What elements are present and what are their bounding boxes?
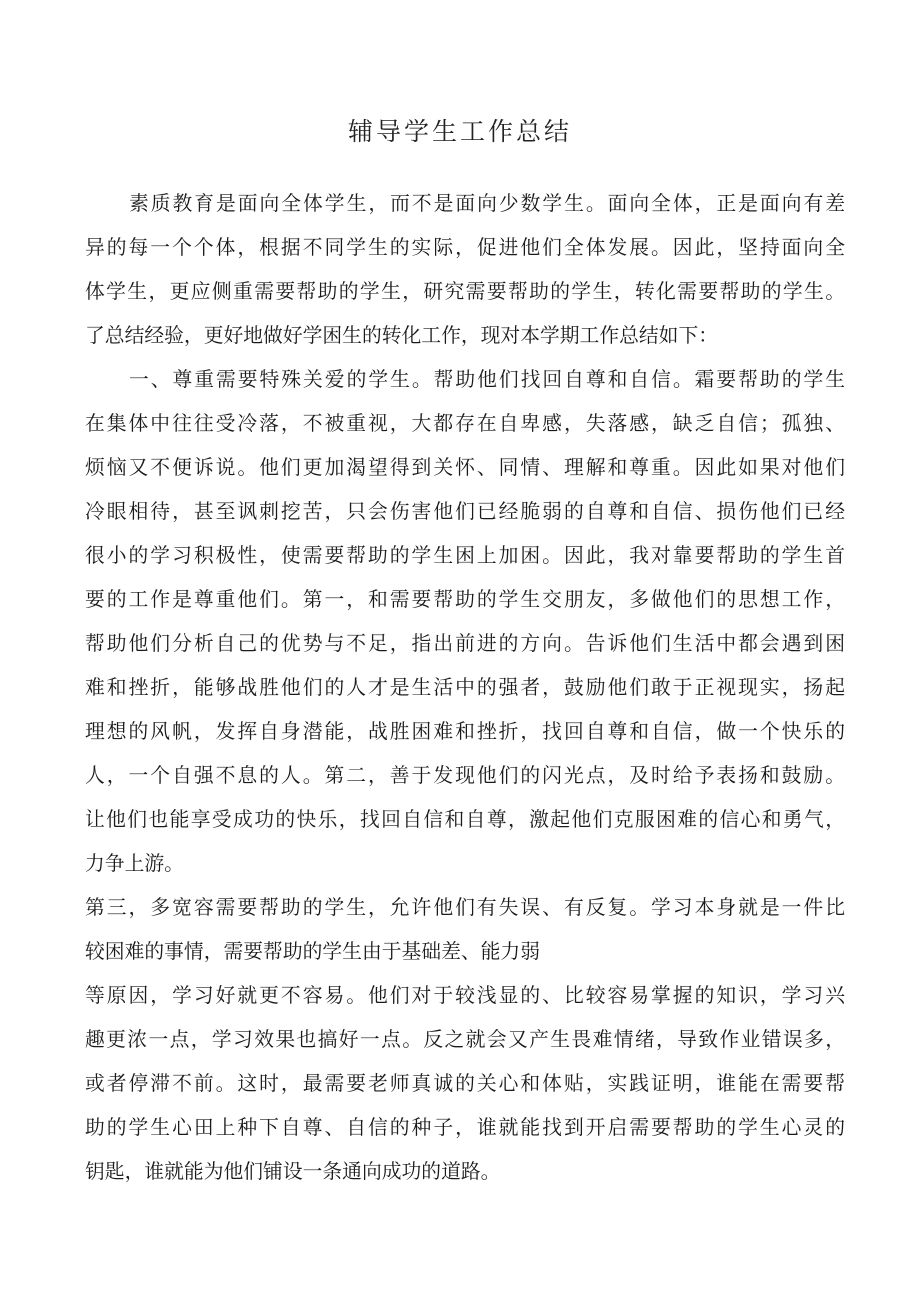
document-title: 辅导学生工作总结 [347,117,572,146]
paragraph-2-line-1: 一、尊重需要特殊关爱的学生。帮助他们找回自尊和自信。霜要帮助的学生 [129,368,845,391]
paragraph-2-line-7: 帮助他们分析自己的优势与不足，指出前进的方向。告诉他们生活中都会遇到困 [85,632,845,655]
paragraph-2-line-3: 烦恼又不便诉说。他们更加渴望得到关怀、同情、理解和尊重。因此如果对他们 [85,456,845,479]
paragraph-2-line-12: 力争上游。 [85,852,184,875]
paragraph-2-line-10: 人，一个自强不息的人。第二，善于发现他们的闪光点，及时给予表扬和鼓励。 [85,764,845,787]
paragraph-1-line-4: 了总结经验，更好地做好学困生的转化工作，现对本学期工作总结如下： [85,324,719,347]
paragraph-1-line-2: 异的每一个个体，根据不同学生的实际，促进他们全体发展。因此，坚持面向全 [85,236,845,259]
paragraph-2-line-11: 让他们也能享受成功的快乐，找回自信和自尊，激起他们克服困难的信心和勇气， [85,808,845,831]
paragraph-4-line-4: 助的学生心田上种下自尊、自信的种子，谁就能找到开启需要帮助的学生心灵的 [85,1116,845,1139]
paragraph-4-line-1: 等原因，学习好就更不容易。他们对于较浅显的、比较容易掌握的知识，学习兴 [85,984,845,1007]
paragraph-2-line-9: 理想的风帆，发挥自身潜能，战胜困难和挫折，找回自尊和自信，做一个快乐的 [85,720,845,743]
paragraph-2-line-5: 很小的学习积极性，使需要帮助的学生困上加困。因此，我对靠要帮助的学生首 [85,544,845,567]
paragraph-2-line-6: 要的工作是尊重他们。第一，和需要帮助的学生交朋友，多做他们的思想工作， [85,588,845,611]
paragraph-2-line-2: 在集体中往往受冷落，不被重视，大都存在自卑感，失落感，缺乏自信；孤独、 [85,412,845,435]
paragraph-4-line-3: 或者停滞不前。这时，最需要老师真诚的关心和体贴，实践证明，谁能在需要帮 [85,1072,845,1095]
paragraph-2-line-8: 难和挫折，能够战胜他们的人才是生活中的强者，鼓励他们敢于正视现实，扬起 [85,676,845,699]
paragraph-3-line-2: 较困难的事情，需要帮助的学生由于基础差、能力弱 [85,940,540,963]
paragraph-4-line-2: 趣更浓一点，学习效果也搞好一点。反之就会又产生畏难情绪，导致作业错误多， [85,1028,845,1051]
paragraph-3-line-1: 第三，多宽容需要帮助的学生，允许他们有失误、有反复。学习本身就是一件比 [85,896,845,919]
paragraph-1-line-1: 素质教育是面向全体学生，而不是面向少数学生。面向全体，正是面向有差 [129,192,845,215]
paragraph-1-line-3: 体学生，更应侧重需要帮助的学生，研究需要帮助的学生，转化需要帮助的学生。 [85,280,845,303]
paragraph-2-line-4: 冷眼相待，甚至讽刺挖苦，只会伤害他们已经脆弱的自尊和自信、损伤他们已经 [85,500,845,523]
paragraph-4-line-5: 钥匙，谁就能为他们铺设一条通向成功的道路。 [85,1160,501,1183]
